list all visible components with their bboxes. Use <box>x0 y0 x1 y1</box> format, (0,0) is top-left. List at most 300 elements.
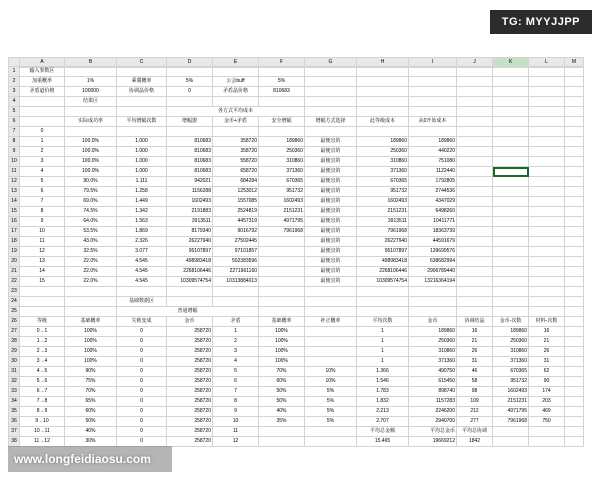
result-gold-mao[interactable]: 1253012 <box>213 187 259 197</box>
col-C[interactable]: C <box>117 58 167 68</box>
row-header[interactable]: 28 <box>9 337 20 347</box>
cell[interactable] <box>529 307 565 317</box>
row-header[interactable]: 10 <box>9 157 20 167</box>
cell[interactable] <box>529 197 565 207</box>
base-safe-gold[interactable]: 19669212 <box>409 437 457 447</box>
result-level[interactable]: 8 <box>20 207 65 217</box>
base-safe-gold[interactable]: 平均总金币 <box>409 427 457 437</box>
cell[interactable] <box>493 157 529 167</box>
result-level[interactable]: 6 <box>20 187 65 197</box>
row-header[interactable]: 33 <box>9 387 20 397</box>
base-safe-gold[interactable]: 371360 <box>409 357 457 367</box>
result-level[interactable]: 9 <box>20 217 65 227</box>
cell[interactable] <box>565 427 584 437</box>
cell[interactable] <box>529 67 565 77</box>
base-mao[interactable]: 1 <box>213 327 259 337</box>
cell[interactable] <box>65 107 117 117</box>
base-material-per-times[interactable]: 750 <box>529 417 565 427</box>
result-avg-times[interactable]: 4.545 <box>117 277 167 287</box>
result-level[interactable]: 1 <box>20 137 65 147</box>
base-level[interactable]: 2→3 <box>20 347 65 357</box>
cell[interactable] <box>565 147 584 157</box>
result-level-cost[interactable]: 26227940 <box>357 237 409 247</box>
result-cost-from-zero[interactable]: 2906789440 <box>409 267 457 277</box>
cell[interactable] <box>565 407 584 417</box>
base-gold[interactable]: 258720 <box>167 327 213 337</box>
result-level-cost[interactable]: 498983418 <box>357 257 409 267</box>
base-avg-times[interactable]: 1.783 <box>357 387 409 397</box>
cell[interactable] <box>493 197 529 207</box>
base-crystal[interactable]: 26 <box>457 347 493 357</box>
col-B[interactable]: B <box>65 58 117 68</box>
base-gold[interactable]: 258720 <box>167 357 213 367</box>
result-cost-from-zero[interactable]: 139699576 <box>409 247 457 257</box>
cell[interactable] <box>20 97 65 107</box>
result-actual-rate[interactable]: 100.0% <box>65 157 117 167</box>
cell[interactable] <box>493 187 529 197</box>
result-cost-from-zero[interactable] <box>409 127 457 137</box>
param-label[interactable]: 矛盾道价格 <box>20 87 65 97</box>
hdr-correction-rate[interactable]: 补正概率 <box>305 317 357 327</box>
cell[interactable] <box>565 227 584 237</box>
param-label[interactable]: 加重概率 <box>20 77 65 87</box>
cell[interactable] <box>20 307 65 317</box>
row-header[interactable]: 5 <box>9 107 20 117</box>
base-gold-per-times[interactable]: 310860 <box>493 347 529 357</box>
cell[interactable] <box>213 297 259 307</box>
result-cost-from-zero[interactable]: 10411771 <box>409 217 457 227</box>
cell[interactable] <box>457 147 493 157</box>
cell[interactable] <box>493 77 529 87</box>
base-avg-times[interactable]: 平均总金额 <box>357 427 409 437</box>
base-safe-rate[interactable] <box>259 427 305 437</box>
cell[interactable] <box>529 77 565 87</box>
result-amplifier[interactable]: 26227940 <box>167 237 213 247</box>
cell[interactable] <box>457 267 493 277</box>
result-level-cost[interactable]: 2151231 <box>357 207 409 217</box>
col-I[interactable]: I <box>409 58 457 68</box>
result-safe-amp[interactable] <box>259 237 305 247</box>
base-gold[interactable]: 258720 <box>167 377 213 387</box>
cell[interactable] <box>493 107 529 117</box>
result-method-choice[interactable] <box>305 127 357 137</box>
cell[interactable] <box>493 177 529 187</box>
result-safe-amp[interactable]: 189860 <box>259 137 305 147</box>
cell[interactable] <box>493 137 529 147</box>
hdr-gold[interactable]: 金币 <box>167 317 213 327</box>
cell[interactable] <box>565 117 584 127</box>
row-header[interactable]: 14 <box>9 197 20 207</box>
cell[interactable] <box>457 197 493 207</box>
result-amplifier[interactable]: 1602493 <box>167 197 213 207</box>
result-level[interactable]: 4 <box>20 167 65 177</box>
cell[interactable] <box>457 257 493 267</box>
hdr-gold-per-times[interactable]: 金币-次数 <box>493 317 529 327</box>
cell[interactable] <box>565 67 584 77</box>
base-crystal[interactable]: 277 <box>457 417 493 427</box>
base-crystal[interactable]: 16 <box>457 327 493 337</box>
result-gold-mao[interactable]: 2524819 <box>213 207 259 217</box>
result-avg-times[interactable]: 3.077 <box>117 247 167 257</box>
base-fail-result[interactable]: 0 <box>117 417 167 427</box>
cell[interactable] <box>565 177 584 187</box>
result-amplifier[interactable]: 810683 <box>167 147 213 157</box>
result-level-cost[interactable]: 1602493 <box>357 197 409 207</box>
cell[interactable] <box>565 377 584 387</box>
row-header[interactable]: 31 <box>9 367 20 377</box>
cell[interactable] <box>305 67 357 77</box>
result-amplifier[interactable]: 1156288 <box>167 187 213 197</box>
result-level-cost[interactable]: 2268106446 <box>357 267 409 277</box>
base-fail-result[interactable]: 0 <box>117 327 167 337</box>
base-gold-per-times[interactable]: 1602493 <box>493 387 529 397</box>
result-level-cost[interactable]: 95107897 <box>357 247 409 257</box>
cell[interactable] <box>565 367 584 377</box>
cell[interactable] <box>457 167 493 177</box>
cell[interactable] <box>457 307 493 317</box>
cell[interactable] <box>529 177 565 187</box>
base-mao[interactable]: 4 <box>213 357 259 367</box>
result-amplifier[interactable]: 3913511 <box>167 217 213 227</box>
result-gold-mao[interactable]: 558720 <box>213 157 259 167</box>
param-label[interactable]: 乘冀概率 <box>117 77 167 87</box>
base-fail-result[interactable]: 0 <box>117 397 167 407</box>
cell[interactable] <box>357 77 409 87</box>
param-value[interactable]: 0 <box>167 87 213 97</box>
base-avg-times[interactable]: 1 <box>357 327 409 337</box>
cell[interactable] <box>305 297 357 307</box>
cell[interactable] <box>457 77 493 87</box>
cell[interactable] <box>357 107 409 117</box>
result-actual-rate[interactable] <box>65 127 117 137</box>
cell[interactable] <box>565 127 584 137</box>
param-value[interactable]: 810683 <box>259 87 305 97</box>
cell[interactable] <box>529 137 565 147</box>
row-header[interactable]: 18 <box>9 237 20 247</box>
cell[interactable] <box>305 307 357 317</box>
cell[interactable] <box>493 217 529 227</box>
param-value[interactable]: 5% <box>167 77 213 87</box>
hdr-avg-times[interactable]: 平均次数 <box>357 317 409 327</box>
result-method-choice[interactable]: 最便宜的 <box>305 207 357 217</box>
result-level-cost[interactable]: 310860 <box>357 157 409 167</box>
cell[interactable] <box>305 97 357 107</box>
base-rate[interactable]: 70% <box>65 387 117 397</box>
cell[interactable] <box>493 277 529 287</box>
base-rate[interactable]: 60% <box>65 407 117 417</box>
result-avg-times[interactable] <box>117 127 167 137</box>
base-level[interactable]: 0→1 <box>20 327 65 337</box>
result-actual-rate[interactable]: 69.0% <box>65 197 117 207</box>
base-level[interactable]: 8→9 <box>20 407 65 417</box>
cell[interactable] <box>457 127 493 137</box>
base-level[interactable]: 10→11 <box>20 427 65 437</box>
cell[interactable] <box>259 97 305 107</box>
result-method-choice[interactable]: 最便宜的 <box>305 247 357 257</box>
row-header[interactable]: 36 <box>9 417 20 427</box>
result-cost-from-zero[interactable]: 751080 <box>409 157 457 167</box>
cell[interactable] <box>529 157 565 167</box>
result-actual-rate[interactable]: 43.0% <box>65 237 117 247</box>
base-level[interactable]: 5→6 <box>20 377 65 387</box>
result-level[interactable]: 2 <box>20 147 65 157</box>
row-header[interactable]: 25 <box>9 307 20 317</box>
result-avg-times[interactable]: 1.000 <box>117 137 167 147</box>
base-crystal[interactable]: 212 <box>457 407 493 417</box>
result-safe-amp[interactable]: 371360 <box>259 167 305 177</box>
base-avg-times[interactable]: 15.465 <box>357 437 409 447</box>
hdr-level[interactable] <box>20 117 65 127</box>
base-safe-gold[interactable]: 898740 <box>409 387 457 397</box>
cell[interactable] <box>565 107 584 117</box>
base-material-per-times[interactable]: 469 <box>529 407 565 417</box>
row-header[interactable]: 15 <box>9 207 20 217</box>
cell[interactable] <box>565 357 584 367</box>
cell[interactable] <box>409 97 457 107</box>
cell[interactable] <box>20 297 65 307</box>
result-avg-times[interactable]: 1.869 <box>117 227 167 237</box>
col-E[interactable]: E <box>213 58 259 68</box>
base-mao[interactable]: 3 <box>213 347 259 357</box>
result-level[interactable]: 11 <box>20 237 65 247</box>
base-safe-gold[interactable]: 189860 <box>409 327 457 337</box>
cell[interactable] <box>565 267 584 277</box>
result-method-choice[interactable]: 最便宜的 <box>305 277 357 287</box>
base-mao[interactable]: 9 <box>213 407 259 417</box>
base-rate[interactable]: 65% <box>65 397 117 407</box>
row-header[interactable]: 19 <box>9 247 20 257</box>
result-actual-rate[interactable]: 100.0% <box>65 147 117 157</box>
result-actual-rate[interactable]: 100.0% <box>65 167 117 177</box>
cell[interactable] <box>305 107 357 117</box>
cell[interactable] <box>357 297 409 307</box>
cell[interactable] <box>357 87 409 97</box>
base-fail-result[interactable]: 0 <box>117 427 167 437</box>
row-header[interactable]: 29 <box>9 347 20 357</box>
row-header[interactable]: 24 <box>9 297 20 307</box>
cell[interactable] <box>529 167 565 177</box>
result-actual-rate[interactable]: 79.5% <box>65 187 117 197</box>
base-mao[interactable]: 5 <box>213 367 259 377</box>
base-avg-times[interactable]: 1.832 <box>357 397 409 407</box>
result-cost-from-zero[interactable]: 440220 <box>409 147 457 157</box>
cell[interactable] <box>565 397 584 407</box>
cell[interactable] <box>357 67 409 77</box>
hdr-cost-from-zero[interactable]: 从0开始成本 <box>409 117 457 127</box>
result-level-cost[interactable] <box>357 127 409 137</box>
cell[interactable] <box>167 297 213 307</box>
result-method-choice[interactable]: 最便宜的 <box>305 237 357 247</box>
base-mao[interactable]: 6 <box>213 377 259 387</box>
cell[interactable] <box>565 77 584 87</box>
base-level[interactable]: 3→4 <box>20 357 65 367</box>
result-avg-times[interactable]: 1.342 <box>117 207 167 217</box>
cell[interactable] <box>409 77 457 87</box>
base-material-per-times[interactable] <box>529 427 565 437</box>
base-gold-per-times[interactable]: 4971795 <box>493 407 529 417</box>
cell[interactable] <box>457 237 493 247</box>
result-avg-times[interactable]: 1.000 <box>117 157 167 167</box>
cell[interactable] <box>457 207 493 217</box>
cell[interactable] <box>117 107 167 117</box>
base-gold-per-times[interactable]: 2151231 <box>493 397 529 407</box>
base-fail-result[interactable]: 0 <box>117 357 167 367</box>
hdr-base-rate-safe[interactable]: 基础概率 <box>259 317 305 327</box>
base-fail-result[interactable]: 0 <box>117 337 167 347</box>
cell[interactable] <box>409 307 457 317</box>
cell[interactable] <box>457 297 493 307</box>
result-actual-rate[interactable]: 53.5% <box>65 227 117 237</box>
base-rate[interactable]: 90% <box>65 367 117 377</box>
base-fail-result[interactable]: 0 <box>117 377 167 387</box>
cell[interactable] <box>529 277 565 287</box>
result-method-choice[interactable]: 最便宜的 <box>305 257 357 267</box>
cell[interactable] <box>65 297 117 307</box>
base-correction-rate[interactable]: 10% <box>305 367 357 377</box>
base-mao[interactable]: 10 <box>213 417 259 427</box>
cell[interactable] <box>565 97 584 107</box>
base-level[interactable]: 4→5 <box>20 367 65 377</box>
cell[interactable] <box>529 97 565 107</box>
cell[interactable] <box>409 107 457 117</box>
cell[interactable] <box>565 277 584 287</box>
hdr-mao[interactable]: 矛盾 <box>213 317 259 327</box>
base-correction-rate[interactable]: 5% <box>305 397 357 407</box>
cell[interactable] <box>565 167 584 177</box>
base-crystal[interactable]: 31 <box>457 357 493 367</box>
base-material-per-times[interactable]: 90 <box>529 377 565 387</box>
base-safe-rate[interactable]: 50% <box>259 397 305 407</box>
cell[interactable] <box>493 257 529 267</box>
cell[interactable] <box>529 297 565 307</box>
cell[interactable] <box>529 217 565 227</box>
cell[interactable] <box>493 247 529 257</box>
base-gold[interactable]: 258720 <box>167 367 213 377</box>
row-header[interactable]: 27 <box>9 327 20 337</box>
cell[interactable] <box>117 287 167 297</box>
base-gold-per-times[interactable]: 670365 <box>493 367 529 377</box>
result-cost-from-zero[interactable]: 4347029 <box>409 197 457 207</box>
base-fail-result[interactable]: 0 <box>117 407 167 417</box>
cell[interactable] <box>565 297 584 307</box>
base-avg-times[interactable]: 1.546 <box>357 377 409 387</box>
base-correction-rate[interactable] <box>305 437 357 447</box>
result-safe-amp[interactable]: 951732 <box>259 187 305 197</box>
base-avg-times[interactable]: 2.707 <box>357 417 409 427</box>
cell[interactable] <box>529 107 565 117</box>
cell[interactable] <box>493 87 529 97</box>
cell[interactable] <box>565 417 584 427</box>
hdr-level-cost[interactable]: 此等级成本 <box>357 117 409 127</box>
row-header[interactable]: 16 <box>9 217 20 227</box>
base-crystal[interactable]: 1842 <box>457 437 493 447</box>
cell[interactable] <box>457 287 493 297</box>
param-label[interactable]: 公会buff <box>213 77 259 87</box>
base-crystal[interactable]: 109 <box>457 397 493 407</box>
cell[interactable] <box>493 97 529 107</box>
base-fail-result[interactable]: 0 <box>117 347 167 357</box>
cell[interactable] <box>409 287 457 297</box>
cell[interactable] <box>457 277 493 287</box>
cell[interactable] <box>357 307 409 317</box>
cell[interactable] <box>529 267 565 277</box>
cell[interactable] <box>305 287 357 297</box>
base-safe-rate[interactable]: 100% <box>259 347 305 357</box>
base-material-per-times[interactable] <box>529 437 565 447</box>
base-rate[interactable]: 100% <box>65 327 117 337</box>
base-gold[interactable]: 258720 <box>167 427 213 437</box>
result-avg-times[interactable]: 1.449 <box>117 197 167 207</box>
result-level-cost[interactable]: 3913511 <box>357 217 409 227</box>
base-correction-rate[interactable]: 10% <box>305 377 357 387</box>
base-mao[interactable]: 8 <box>213 397 259 407</box>
param-value[interactable]: 1% <box>65 77 117 87</box>
row-header[interactable]: 30 <box>9 357 20 367</box>
hdr-material-per-times[interactable]: 材料-次数 <box>529 317 565 327</box>
base-material-per-times[interactable]: 26 <box>529 347 565 357</box>
result-avg-times[interactable]: 1.000 <box>117 167 167 177</box>
result-cost-from-zero[interactable]: 6498260 <box>409 207 457 217</box>
result-amplifier[interactable]: 2268106446 <box>167 267 213 277</box>
result-level-cost[interactable]: 7961968 <box>357 227 409 237</box>
result-amplifier[interactable]: 498983418 <box>167 257 213 267</box>
result-cost-from-zero[interactable]: 638682994 <box>409 257 457 267</box>
base-mao[interactable]: 11 <box>213 427 259 437</box>
result-gold-mao[interactable]: 97101857 <box>213 247 259 257</box>
hdr-amplifier[interactable]: 增幅器 <box>167 117 213 127</box>
base-material-per-times[interactable]: 62 <box>529 367 565 377</box>
base-safe-gold[interactable]: 2940700 <box>409 417 457 427</box>
result-cost-from-zero[interactable]: 18363739 <box>409 227 457 237</box>
result-method-choice[interactable]: 最便宜的 <box>305 267 357 277</box>
cell[interactable] <box>493 127 529 137</box>
base-avg-times[interactable]: 1.366 <box>357 367 409 377</box>
cell[interactable] <box>65 287 117 297</box>
param-value[interactable]: 5% <box>259 77 305 87</box>
cell[interactable] <box>493 307 529 317</box>
result-method-choice[interactable]: 最便宜的 <box>305 157 357 167</box>
cell[interactable] <box>565 317 584 327</box>
cell[interactable] <box>457 97 493 107</box>
col-D[interactable]: D <box>167 58 213 68</box>
cell[interactable] <box>565 207 584 217</box>
base-gold-per-times[interactable]: 371360 <box>493 357 529 367</box>
cell[interactable] <box>493 227 529 237</box>
result-amplifier[interactable]: 95107897 <box>167 247 213 257</box>
cell[interactable] <box>529 207 565 217</box>
hdr-safe-amp[interactable]: 安全增幅 <box>259 117 305 127</box>
result-avg-times[interactable]: 4.545 <box>117 257 167 267</box>
result-amplifier[interactable]: 8179340 <box>167 227 213 237</box>
row-header[interactable]: 13 <box>9 187 20 197</box>
result-safe-amp[interactable] <box>259 277 305 287</box>
result-avg-times[interactable]: 1.563 <box>117 217 167 227</box>
cell[interactable] <box>565 307 584 317</box>
cell[interactable] <box>493 207 529 217</box>
row-header[interactable]: 17 <box>9 227 20 237</box>
row-header[interactable]: 22 <box>9 277 20 287</box>
cell[interactable] <box>493 287 529 297</box>
base-mao[interactable]: 2 <box>213 337 259 347</box>
base-gold-per-times[interactable]: 250360 <box>493 337 529 347</box>
row-header[interactable]: 3 <box>9 87 20 97</box>
cell[interactable] <box>457 117 493 127</box>
col-M[interactable]: M <box>565 58 584 68</box>
result-level[interactable]: 5 <box>20 177 65 187</box>
row-header[interactable]: 6 <box>9 117 20 127</box>
base-level[interactable]: 7→8 <box>20 397 65 407</box>
base-material-per-times[interactable]: 31 <box>529 357 565 367</box>
